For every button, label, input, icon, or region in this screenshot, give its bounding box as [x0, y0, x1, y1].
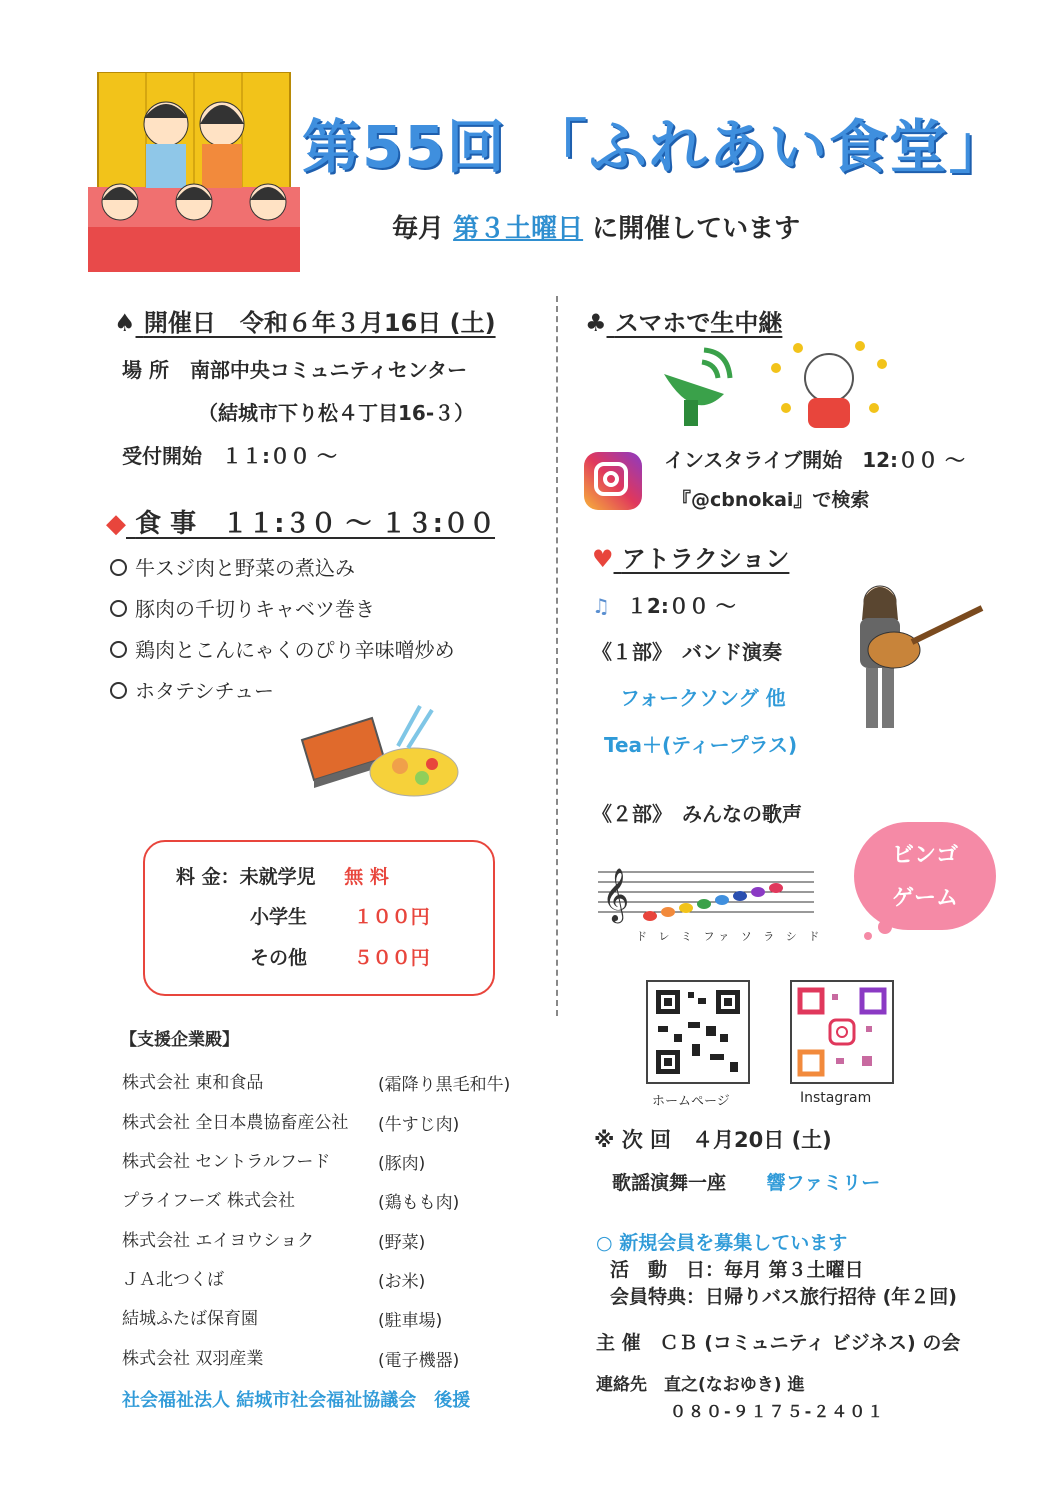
music-note-icon: ♫: [592, 594, 610, 618]
menu-item: 鶏肉とこんにゃくのぴり辛味噌炒め: [110, 634, 455, 663]
sponsor-name: 株式会社 エイヨウショク: [122, 1231, 315, 1251]
menu-item: ホタテシチュー: [110, 675, 274, 704]
price-elementary: 小学生 １００円: [250, 906, 430, 928]
subtitle-highlight: 第３土曜日: [453, 214, 584, 244]
membership-benefit: 会員特典：日帰りバス旅行招待 (年２回): [610, 1286, 957, 1308]
live-heading: ♣ スマホで生中継: [585, 309, 783, 337]
food-illustration: [292, 700, 462, 810]
place-label: 場 所: [122, 358, 169, 382]
sponsor-item: (霜降り黒毛和牛): [378, 1075, 511, 1095]
date-heading: ♠ 開催日 令和６年３月16日 (土): [114, 309, 496, 337]
menu-item: 牛スジ肉と野菜の煮込み: [110, 552, 355, 581]
sponsor-item: (豚肉): [378, 1154, 426, 1174]
reception-time: 受付開始 １１:００ ～: [122, 444, 337, 468]
scale-labels: ド レ ミ ファ ソ ラ シ ド: [636, 930, 824, 943]
bubble-tail: [878, 920, 892, 934]
satellite-dish-icon: [654, 344, 742, 430]
contact-person: 連絡先 直之(なおゆき) 進: [596, 1375, 805, 1395]
instagram-qr-code[interactable]: [790, 980, 894, 1084]
diamond-icon: ◆: [106, 509, 126, 539]
heart-icon: ♥: [592, 545, 614, 573]
music-staff-illustration: [598, 858, 814, 924]
sponsor-item: (お米): [378, 1272, 426, 1292]
sponsor-name: 株式会社 東和食品: [122, 1073, 264, 1093]
place-line: [122, 354, 467, 383]
homepage-qr-label: ホームページ: [652, 1094, 730, 1109]
support-organization: 社会福祉法人 結城市社会福祉協議会 後援: [122, 1390, 471, 1411]
next-event-performer: 歌謡演舞一座 響ファミリー: [612, 1172, 881, 1194]
club-icon: ♣: [585, 309, 607, 337]
membership-activity: 活 動 日：毎月 第３土曜日: [610, 1259, 864, 1281]
insta-live-time: インスタライブ開始 12:００ ～: [664, 448, 965, 472]
hina-doll-illustration: [88, 72, 300, 272]
subtitle-prefix: 毎月: [392, 214, 445, 244]
part1-folk-song: フォークソング 他: [620, 686, 786, 710]
column-divider: [556, 296, 558, 1016]
membership-heading: ○ 新規会員を募集しています: [596, 1232, 848, 1254]
place-name: 南部中央コミュニティセンター: [189, 358, 468, 382]
homepage-qr-code[interactable]: [646, 980, 750, 1084]
place-address: （結城市下り松４丁目16-３）: [198, 401, 475, 425]
insta-search-handle: 『@cbnokai』で検索: [672, 489, 870, 511]
part1-band-name: Tea＋(ティープラス): [604, 733, 798, 757]
attraction-heading: ♥ アトラクション: [592, 545, 790, 573]
sponsor-name: 株式会社 全日本農協畜産公社: [122, 1113, 349, 1133]
sponsor-name: 株式会社 双羽産業: [122, 1349, 264, 1369]
menu-item: 豚肉の千切りキャベツ巻き: [110, 593, 375, 622]
sponsor-item: (野菜): [378, 1233, 426, 1253]
price-free: 無 料: [344, 866, 389, 888]
attraction-time: ♫ １2:００ ～: [592, 594, 736, 618]
part2-label: 《２部》 みんなの歌声: [592, 802, 802, 826]
subtitle-suffix: に開催しています: [592, 214, 801, 244]
schedule-subtitle: [392, 208, 800, 245]
sponsor-name: プライフーズ 株式会社: [122, 1191, 296, 1211]
sponsor-item: (牛すじ肉): [378, 1115, 460, 1135]
contact-phone: ０８０-９１７５-２４０１: [670, 1402, 886, 1421]
bingo-game-bubble: ビンゴ ゲーム: [854, 822, 996, 930]
sponsor-name: ＪＡ北つくば: [122, 1270, 224, 1290]
page-title: 第55回 「ふれあい食堂」: [302, 113, 1009, 181]
price-other: その他 ５００円: [250, 947, 430, 969]
sponsor-name: 結城ふたば保育園: [122, 1309, 258, 1329]
sponsor-item: (鶏もも肉): [378, 1193, 460, 1213]
organizer: 主 催 ＣＢ (コミュニティ ビジネス) の会: [596, 1332, 961, 1354]
instagram-icon: [584, 452, 642, 510]
meal-heading: ◆ 食 事 １１:３０ ～ １３:００: [106, 509, 496, 539]
price-preschool: 料 金：未就学児 無 料: [176, 866, 389, 888]
bubble-tail: [864, 932, 872, 940]
sponsor-name: 株式会社 セントラルフード: [122, 1152, 331, 1172]
sponsor-item: (電子機器): [378, 1351, 460, 1371]
svg-text:𝄞: 𝄞: [602, 867, 630, 921]
sponsors-heading: 【支援企業殿】: [120, 1030, 239, 1050]
part1-label: 《１部》 バンド演奏: [592, 640, 782, 664]
lucky-cat-illustration: [766, 338, 892, 438]
guitarist-illustration: [846, 576, 990, 732]
sponsor-item: (駐車場): [378, 1311, 443, 1331]
instagram-qr-label: Instagram: [800, 1090, 872, 1106]
next-event-date: ※ 次 回 ４月20日 (土): [594, 1128, 832, 1152]
spade-icon: ♠: [114, 309, 136, 337]
